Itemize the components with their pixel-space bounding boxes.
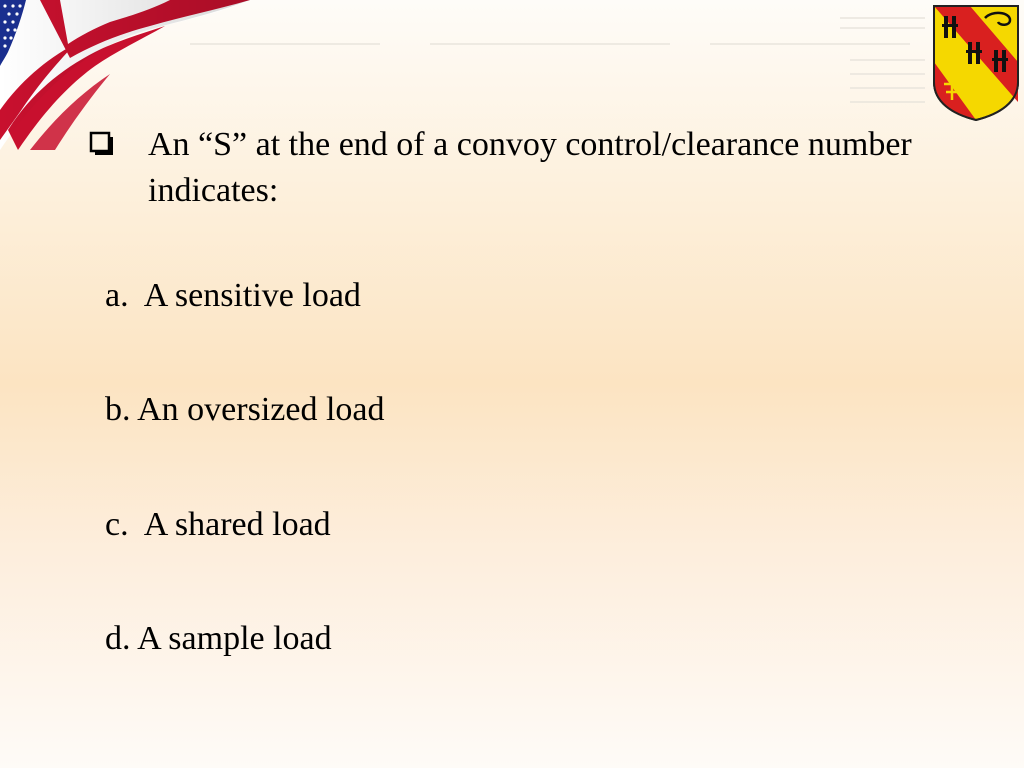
question-text: An “S” at the end of a convoy control/clearance number indicates:: [148, 126, 912, 209]
option-letter: a.: [105, 277, 129, 314]
option-letter: d.: [105, 620, 131, 657]
option-text: A sensitive load: [143, 277, 361, 314]
faint-banner-decoration: [150, 8, 930, 118]
option-text: A shared load: [143, 506, 331, 543]
option-b: [105, 390, 385, 430]
question: [88, 122, 928, 214]
option-text: An oversized load: [137, 391, 385, 428]
option-letter: b.: [105, 391, 131, 428]
option-letter: c.: [105, 506, 129, 543]
checkbox-bullet-icon: [88, 130, 116, 158]
option-d: [105, 619, 332, 659]
option-a: [105, 276, 361, 316]
unit-crest-icon: [930, 2, 1022, 124]
option-text: A sample load: [137, 620, 332, 657]
option-c: [105, 505, 331, 545]
